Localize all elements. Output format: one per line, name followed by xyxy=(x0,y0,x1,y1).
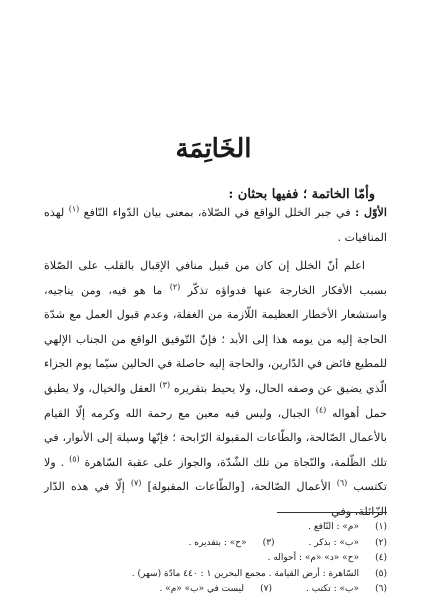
footnote-item xyxy=(159,582,272,598)
section-heading: وأمّا الخاتمة ؛ ففيها بحثان : xyxy=(228,187,375,202)
footnote-number: (٣) xyxy=(262,537,275,548)
footnote-ref-4[interactable]: (٤) xyxy=(315,404,327,414)
footnote-number: (٤) xyxy=(375,553,387,563)
footnote-number: (١) xyxy=(375,522,387,532)
footnote-number: (٦) xyxy=(375,584,387,594)
second-text-g: إلّا في هذه الدّار الزّائلة، وفي xyxy=(44,480,387,518)
footnote-text: «م» : النّافع . xyxy=(308,522,359,532)
footnote-number: (٢) xyxy=(375,537,387,548)
footnote-text: ليست في «ب» «م» . xyxy=(159,584,244,594)
footnote-row xyxy=(44,582,387,598)
footnote-text: «ب» : تكتب . xyxy=(306,584,359,594)
footnote-ref-3[interactable]: (٣) xyxy=(159,380,171,390)
footnote-item xyxy=(189,536,275,552)
chapter-title: الخَاتِمَة xyxy=(175,134,252,164)
second-text-f: الأعمال الصّالحة، [والطّاعات المقبولة] xyxy=(147,480,331,494)
footnote-ref-6[interactable]: (٦) xyxy=(336,478,348,488)
footnote-text: السّاهرة : أرض القيامة . مجمع البحرين ١ : ٤٤٠ مادّة (سهر) . xyxy=(131,568,359,579)
footnote-ref-5[interactable]: (٥) xyxy=(69,454,80,464)
second-text-c: العقل والخيال، ولا يطيق حمل أهواله xyxy=(44,381,387,420)
footnote-ref-7[interactable]: (٧) xyxy=(130,478,142,488)
second-text-e: . ولا تكتسب xyxy=(44,455,387,494)
first-text-b: لهذه المنافيات . xyxy=(44,206,387,244)
footnote-row xyxy=(44,536,387,552)
second-paragraph xyxy=(44,254,387,525)
footnote-text: «ب» : بذكر . xyxy=(308,537,359,548)
second-text-a: اعلم أنّ الخلل إن كان من قبيل منافي الإقبال بالقلب على الصّلاة بسبب الأفكار الخارجة عنها فدواؤه تذكّر xyxy=(44,259,388,297)
first-paragraph xyxy=(44,200,387,250)
footnote-row xyxy=(44,520,387,536)
footnote-ref-1[interactable]: (١) xyxy=(68,204,80,214)
first-text-a: في جبر الخلل الواقع في الصّلاة، بمعنى بيان الدّواء النّافع xyxy=(83,206,351,219)
footnote-divider xyxy=(277,512,387,513)
second-text-d: الجبال، وليس فيه معين مع رحمة الله وكرمه إلّا القيام بالأعمال الصّالحة، والطّاعات المقبولة الرّابحة ؛ فإنّها وسيلة إلى الأنوار، في تلك الظّلمة، والنّجاة من تلك الشّدّة، والجواز على عقبة السّاهرة xyxy=(44,406,387,469)
first-label: الأوّل : xyxy=(355,205,387,219)
footnote-row xyxy=(44,567,387,583)
footnote-text: «ح» : بتقديره . xyxy=(188,537,247,548)
footnote-row xyxy=(44,551,387,567)
footnote-number: (٥) xyxy=(375,568,387,579)
footnote-number: (٧) xyxy=(260,584,272,594)
second-text-b: ما هو فيه، ومن يناجيه، واستشعار الأخطار العظيمة اللّازمة من الغفلة، وعدم قبول العمل مع شدّة الحاجة إليه من يومه هذا إلى الأبد ؛ فإنّ التّوفيق الواقع من الجناب الإلهي للمطيع فائض في الدّارين، والحاجة إليه حاصلة في الحالين سيّما يوم الجزاء الّذي يضيق عن وصفه الحال، ولا يحيط بتقريره xyxy=(44,283,387,395)
footnote-item xyxy=(306,582,387,598)
footnote-text: «ح» «د» «م» : أحواله . xyxy=(267,553,359,563)
footnote-item xyxy=(309,536,387,552)
footnotes xyxy=(44,520,387,598)
footnote-ref-2[interactable]: (٢) xyxy=(169,281,181,291)
